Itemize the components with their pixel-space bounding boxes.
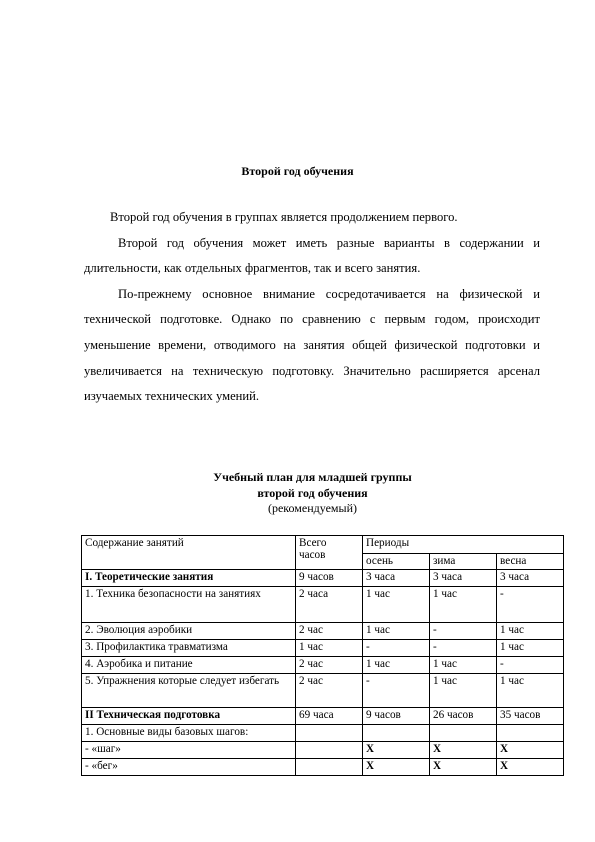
paragraph-3: По-прежнему основное внимание сосредотачивается на физической и технической подготовке. Однако по сравнению с первым годом, происходит уменьшение времени, отводимого на занятия общей физической подготовки и увеличивается на техническую подготовку. Значительно расширяется арсенал изучаемых технических умений. (84, 286, 540, 404)
row-autumn (363, 725, 430, 742)
header-autumn: осень (363, 554, 430, 570)
row-autumn: 1 час (363, 657, 430, 674)
row-total: 2 час (296, 657, 363, 674)
row-spring: 1 час (497, 640, 564, 657)
row-spring: Х (497, 742, 564, 759)
table-row (82, 742, 564, 759)
section-heading: Второй год обучения (241, 164, 354, 178)
plan-title-line-2: второй год обучения (257, 485, 368, 500)
plan-title (0, 470, 595, 517)
table-row (82, 759, 564, 776)
table-row (82, 587, 564, 623)
row-total: 2 час (296, 674, 363, 708)
row-content: - «шаг» (82, 742, 296, 759)
row-total: 2 часа (296, 587, 363, 623)
row-total: 69 часа (296, 708, 363, 725)
curriculum-table (81, 535, 564, 776)
row-content: 2. Эволюция аэробики (82, 623, 296, 640)
plan-title-line-3: (рекомендуемый) (267, 501, 357, 515)
table-row (82, 657, 564, 674)
row-winter: 26 часов (430, 708, 497, 725)
row-content: I. Теоретические занятия (82, 570, 296, 587)
row-winter: Х (430, 759, 497, 776)
row-spring: 35 часов (497, 708, 564, 725)
row-winter: 3 часа (430, 570, 497, 587)
row-winter: 1 час (430, 657, 497, 674)
row-total (296, 759, 363, 776)
table-row (82, 674, 564, 708)
plan-title-line-1: Учебный план для младшей группы (213, 470, 412, 484)
table-header-row (82, 536, 564, 554)
table-row (82, 708, 564, 725)
table-row (82, 570, 564, 587)
row-content: 1. Техника безопасности на занятиях (82, 587, 296, 623)
header-content: Содержание занятий (82, 536, 296, 570)
row-spring: 3 часа (497, 570, 564, 587)
row-spring: Х (497, 759, 564, 776)
row-autumn: Х (363, 742, 430, 759)
table-row (82, 640, 564, 657)
row-autumn: - (363, 674, 430, 708)
row-total (296, 725, 363, 742)
row-content: 3. Профилактика травматизма (82, 640, 296, 657)
row-winter: - (430, 640, 497, 657)
paragraph-1: Второй год обучения в группах является продолжением первого. (110, 210, 458, 224)
row-spring: - (497, 587, 564, 623)
row-autumn: 1 час (363, 623, 430, 640)
header-total-line-1: Всего (299, 537, 327, 549)
row-content: - «бег» (82, 759, 296, 776)
row-autumn: - (363, 640, 430, 657)
row-winter: 1 час (430, 587, 497, 623)
row-winter: 1 час (430, 674, 497, 708)
table-row (82, 623, 564, 640)
row-winter: - (430, 623, 497, 640)
row-autumn: 1 час (363, 587, 430, 623)
row-total: 2 час (296, 623, 363, 640)
header-winter: зима (430, 554, 497, 570)
row-winter: Х (430, 742, 497, 759)
row-spring: - (497, 657, 564, 674)
paragraph-2: Второй год обучения может иметь разные варианты в содержании и длительности, как отдельных фрагментов, так и всего занятия. (84, 235, 540, 276)
row-content: 1. Основные виды базовых шагов: (82, 725, 296, 742)
row-winter (430, 725, 497, 742)
row-total: 9 часов (296, 570, 363, 587)
row-total (296, 742, 363, 759)
header-total (296, 536, 363, 570)
row-content: II Техническая подготовка (82, 708, 296, 725)
row-autumn: Х (363, 759, 430, 776)
row-autumn: 9 часов (363, 708, 430, 725)
row-spring (497, 725, 564, 742)
row-spring: 1 час (497, 623, 564, 640)
header-spring: весна (497, 554, 564, 570)
row-spring: 1 час (497, 674, 564, 708)
row-total: 1 час (296, 640, 363, 657)
intro-text (84, 205, 540, 410)
row-content: 4. Аэробика и питание (82, 657, 296, 674)
row-content: 5. Упражнения которые следует избегать (82, 674, 296, 708)
header-periods: Периоды (363, 536, 564, 554)
row-autumn: 3 часа (363, 570, 430, 587)
table-row (82, 725, 564, 742)
header-total-line-2: часов (299, 549, 326, 561)
